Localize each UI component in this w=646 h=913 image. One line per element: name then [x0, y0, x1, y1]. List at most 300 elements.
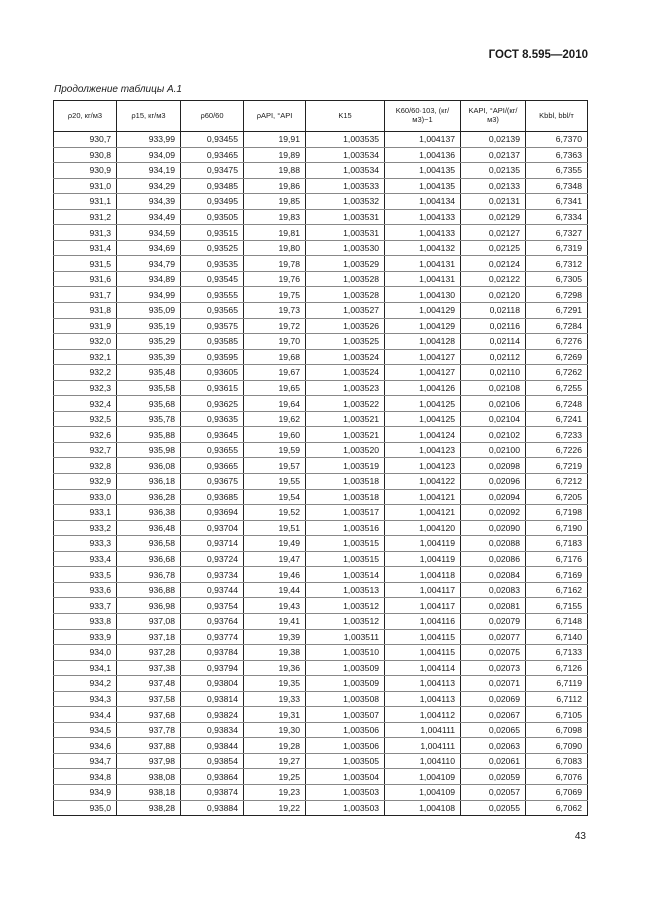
- table-cell: 937,98: [117, 753, 181, 769]
- table-cell: 0,02096: [461, 474, 526, 490]
- table-cell: 6,7183: [526, 536, 588, 552]
- table-row: [54, 380, 588, 396]
- table-cell: 6,7312: [526, 256, 588, 272]
- table-cell: 6,7226: [526, 442, 588, 458]
- table-cell: 1,003521: [306, 411, 385, 427]
- table-cell: 0,93565: [181, 303, 244, 319]
- table-cell: 932,0: [54, 334, 117, 350]
- table-cell: 6,7162: [526, 582, 588, 598]
- table-cell: 931,2: [54, 209, 117, 225]
- table-cell: 0,02114: [461, 334, 526, 350]
- table-cell: 6,7133: [526, 645, 588, 661]
- table-cell: 0,93615: [181, 380, 244, 396]
- table-cell: 6,7098: [526, 722, 588, 738]
- table-cell: 0,93844: [181, 738, 244, 754]
- table-cell: 0,02069: [461, 691, 526, 707]
- table-cell: 0,02084: [461, 567, 526, 583]
- header-cell: ρ15, кг/м3: [117, 101, 181, 132]
- table-cell: 19,55: [244, 474, 306, 490]
- table-cell: 0,93824: [181, 707, 244, 723]
- table-cell: 0,02075: [461, 645, 526, 661]
- table-cell: 0,02129: [461, 209, 526, 225]
- table-cell: 934,1: [54, 660, 117, 676]
- table-cell: 1,003512: [306, 613, 385, 629]
- table-cell: 938,28: [117, 800, 181, 816]
- table-row: [54, 489, 588, 505]
- table-cell: 19,91: [244, 132, 306, 148]
- table-cell: 0,93884: [181, 800, 244, 816]
- table-cell: 1,003509: [306, 660, 385, 676]
- table-cell: 0,93754: [181, 598, 244, 614]
- table-cell: 6,7148: [526, 613, 588, 629]
- table-cell: 19,27: [244, 753, 306, 769]
- table-cell: 0,93854: [181, 753, 244, 769]
- table-cell: 6,7298: [526, 287, 588, 303]
- table-cell: 1,004133: [385, 209, 461, 225]
- table-cell: 19,65: [244, 380, 306, 396]
- table-cell: 1,004117: [385, 582, 461, 598]
- table-cell: 931,6: [54, 271, 117, 287]
- table-cell: 0,02125: [461, 240, 526, 256]
- table-cell: 1,003524: [306, 349, 385, 365]
- table-row: [54, 474, 588, 490]
- table-cell: 937,38: [117, 660, 181, 676]
- table-cell: 1,003510: [306, 645, 385, 661]
- table-row: [54, 520, 588, 536]
- table-cell: 0,02127: [461, 225, 526, 241]
- table-cell: 0,02135: [461, 163, 526, 179]
- table-cell: 934,69: [117, 240, 181, 256]
- table-row: [54, 240, 588, 256]
- table-cell: 19,89: [244, 147, 306, 163]
- table-cell: 6,7126: [526, 660, 588, 676]
- table-cell: 19,70: [244, 334, 306, 350]
- table-cell: 931,5: [54, 256, 117, 272]
- table-cell: 0,02073: [461, 660, 526, 676]
- table-cell: 0,93724: [181, 551, 244, 567]
- table-row: [54, 427, 588, 443]
- table-cell: 1,003521: [306, 427, 385, 443]
- table-cell: 1,003518: [306, 474, 385, 490]
- table-cell: 1,004129: [385, 303, 461, 319]
- table-cell: 1,004122: [385, 474, 461, 490]
- table-cell: 6,7327: [526, 225, 588, 241]
- table-cell: 935,39: [117, 349, 181, 365]
- table-cell: 932,8: [54, 458, 117, 474]
- table-row: [54, 582, 588, 598]
- table-cell: 19,52: [244, 505, 306, 521]
- table-cell: 1,004127: [385, 365, 461, 381]
- table-cell: 0,02100: [461, 442, 526, 458]
- table-cell: 935,68: [117, 396, 181, 412]
- table-cell: 1,003518: [306, 489, 385, 505]
- table-cell: 1,003534: [306, 147, 385, 163]
- table-cell: 0,93774: [181, 629, 244, 645]
- table-cell: 6,7090: [526, 738, 588, 754]
- table-cell: 935,09: [117, 303, 181, 319]
- table-cell: 0,02102: [461, 427, 526, 443]
- table-cell: 933,9: [54, 629, 117, 645]
- header-cell: ρ20, кг/м3: [54, 101, 117, 132]
- table-row: [54, 271, 588, 287]
- table-cell: 19,44: [244, 582, 306, 598]
- table-cell: 934,49: [117, 209, 181, 225]
- table-cell: 0,02112: [461, 349, 526, 365]
- table-cell: 0,02067: [461, 707, 526, 723]
- table-cell: 19,31: [244, 707, 306, 723]
- table-cell: 1,003533: [306, 178, 385, 194]
- table-row: [54, 769, 588, 785]
- table-cell: 0,93625: [181, 396, 244, 412]
- table-cell: 1,004133: [385, 225, 461, 241]
- table-cell: 1,003531: [306, 209, 385, 225]
- table-cell: 19,22: [244, 800, 306, 816]
- table-cell: 934,9: [54, 784, 117, 800]
- table-cell: 1,004115: [385, 645, 461, 661]
- table-cell: 936,68: [117, 551, 181, 567]
- table-cell: 0,93864: [181, 769, 244, 785]
- table-row: [54, 349, 588, 365]
- table-row: [54, 753, 588, 769]
- table-cell: 935,58: [117, 380, 181, 396]
- table-cell: 1,003530: [306, 240, 385, 256]
- table-cell: 0,02116: [461, 318, 526, 334]
- table-cell: 6,7190: [526, 520, 588, 536]
- table-cell: 0,02131: [461, 194, 526, 210]
- table-cell: 19,80: [244, 240, 306, 256]
- table-cell: 0,93585: [181, 334, 244, 350]
- table-cell: 19,85: [244, 194, 306, 210]
- table-cell: 0,02098: [461, 458, 526, 474]
- table-cell: 0,93465: [181, 147, 244, 163]
- table-cell: 932,6: [54, 427, 117, 443]
- table-cell: 1,004112: [385, 707, 461, 723]
- table-cell: 937,88: [117, 738, 181, 754]
- header-cell: ρ60/60: [181, 101, 244, 132]
- table-cell: 937,48: [117, 676, 181, 692]
- table-cell: 6,7334: [526, 209, 588, 225]
- table-row: [54, 132, 588, 148]
- table-cell: 0,93685: [181, 489, 244, 505]
- table-cell: 1,004113: [385, 676, 461, 692]
- table-cell: 1,003507: [306, 707, 385, 723]
- table-cell: 0,02133: [461, 178, 526, 194]
- table-cell: 936,78: [117, 567, 181, 583]
- table-cell: 936,18: [117, 474, 181, 490]
- table-cell: 933,2: [54, 520, 117, 536]
- table-row: [54, 303, 588, 319]
- table-row: [54, 396, 588, 412]
- table-row: [54, 629, 588, 645]
- table-cell: 1,004121: [385, 505, 461, 521]
- table-cell: 0,02118: [461, 303, 526, 319]
- table-cell: 19,60: [244, 427, 306, 443]
- table-cell: 19,78: [244, 256, 306, 272]
- table-cell: 932,3: [54, 380, 117, 396]
- table-cell: 1,004113: [385, 691, 461, 707]
- table-cell: 936,48: [117, 520, 181, 536]
- table-row: [54, 147, 588, 163]
- table-cell: 0,02071: [461, 676, 526, 692]
- table-cell: 1,003519: [306, 458, 385, 474]
- table-cell: 1,004119: [385, 536, 461, 552]
- table-cell: 6,7155: [526, 598, 588, 614]
- table-cell: 0,93455: [181, 132, 244, 148]
- table-cell: 934,6: [54, 738, 117, 754]
- table-cell: 19,39: [244, 629, 306, 645]
- table-cell: 0,02090: [461, 520, 526, 536]
- table-cell: 0,02059: [461, 769, 526, 785]
- table-cell: 1,004131: [385, 256, 461, 272]
- table-cell: 6,7319: [526, 240, 588, 256]
- table-cell: 0,02061: [461, 753, 526, 769]
- table-cell: 0,93505: [181, 209, 244, 225]
- header-cell: KAPI, °API/(кг/м3): [461, 101, 526, 132]
- table-cell: 19,86: [244, 178, 306, 194]
- table-row: [54, 411, 588, 427]
- table-cell: 6,7255: [526, 380, 588, 396]
- table-cell: 19,72: [244, 318, 306, 334]
- table-cell: 0,93764: [181, 613, 244, 629]
- table-cell: 0,93595: [181, 349, 244, 365]
- table-cell: 19,36: [244, 660, 306, 676]
- table-cell: 0,02106: [461, 396, 526, 412]
- table-cell: 0,93545: [181, 271, 244, 287]
- table-cell: 1,004125: [385, 396, 461, 412]
- table-cell: 6,7062: [526, 800, 588, 816]
- table-cell: 933,4: [54, 551, 117, 567]
- table-cell: 933,8: [54, 613, 117, 629]
- table-cell: 1,004135: [385, 163, 461, 179]
- table-cell: 934,79: [117, 256, 181, 272]
- table-cell: 936,58: [117, 536, 181, 552]
- table-row: [54, 645, 588, 661]
- table-cell: 6,7370: [526, 132, 588, 148]
- table-cell: 932,2: [54, 365, 117, 381]
- table-cell: 19,76: [244, 271, 306, 287]
- table-row: [54, 256, 588, 272]
- table-header-row: [54, 101, 588, 132]
- table-cell: 934,4: [54, 707, 117, 723]
- table-cell: 934,2: [54, 676, 117, 692]
- table-cell: 6,7140: [526, 629, 588, 645]
- table-cell: 1,004111: [385, 722, 461, 738]
- table-cell: 1,004127: [385, 349, 461, 365]
- table-cell: 1,003528: [306, 271, 385, 287]
- table-cell: 1,003516: [306, 520, 385, 536]
- table-cell: 0,02081: [461, 598, 526, 614]
- table-row: [54, 334, 588, 350]
- table-cell: 935,88: [117, 427, 181, 443]
- table-cell: 1,004128: [385, 334, 461, 350]
- table-cell: 0,93734: [181, 567, 244, 583]
- table-cell: 1,003505: [306, 753, 385, 769]
- table-cell: 1,003506: [306, 738, 385, 754]
- table-cell: 1,003511: [306, 629, 385, 645]
- table-cell: 6,7069: [526, 784, 588, 800]
- table-cell: 0,93874: [181, 784, 244, 800]
- table-cell: 0,02108: [461, 380, 526, 396]
- table-cell: 1,004136: [385, 147, 461, 163]
- table-cell: 1,004123: [385, 442, 461, 458]
- table-cell: 931,8: [54, 303, 117, 319]
- table-cell: 0,93694: [181, 505, 244, 521]
- table-cell: 930,7: [54, 132, 117, 148]
- table-row: [54, 676, 588, 692]
- table-cell: 1,004135: [385, 178, 461, 194]
- table-row: [54, 442, 588, 458]
- table-cell: 0,93675: [181, 474, 244, 490]
- table-cell: 6,7269: [526, 349, 588, 365]
- table-cell: 19,49: [244, 536, 306, 552]
- table-cell: 0,02063: [461, 738, 526, 754]
- table-cell: 1,004111: [385, 738, 461, 754]
- table-cell: 934,89: [117, 271, 181, 287]
- table-cell: 0,93555: [181, 287, 244, 303]
- table-row: [54, 163, 588, 179]
- header-cell: Kbbl, bbl/т: [526, 101, 588, 132]
- table-cell: 1,004114: [385, 660, 461, 676]
- table-cell: 0,93744: [181, 582, 244, 598]
- table-cell: 935,98: [117, 442, 181, 458]
- table-cell: 0,93804: [181, 676, 244, 692]
- table-cell: 933,6: [54, 582, 117, 598]
- table-cell: 1,004137: [385, 132, 461, 148]
- table-cell: 936,88: [117, 582, 181, 598]
- table-cell: 19,30: [244, 722, 306, 738]
- table-cell: 1,003504: [306, 769, 385, 785]
- table-body: [54, 132, 588, 816]
- table-cell: 937,78: [117, 722, 181, 738]
- table-cell: 19,68: [244, 349, 306, 365]
- table-cell: 19,64: [244, 396, 306, 412]
- table-cell: 0,93814: [181, 691, 244, 707]
- table-cell: 0,93475: [181, 163, 244, 179]
- table-cell: 1,003512: [306, 598, 385, 614]
- table-cell: 0,93704: [181, 520, 244, 536]
- table-cell: 932,4: [54, 396, 117, 412]
- table-row: [54, 505, 588, 521]
- table-cell: 19,47: [244, 551, 306, 567]
- table-cell: 19,23: [244, 784, 306, 800]
- table-cell: 935,0: [54, 800, 117, 816]
- table-row: [54, 691, 588, 707]
- table-cell: 0,93575: [181, 318, 244, 334]
- table-cell: 936,98: [117, 598, 181, 614]
- table-row: [54, 178, 588, 194]
- table-row: [54, 722, 588, 738]
- table-cell: 6,7276: [526, 334, 588, 350]
- table-cell: 934,39: [117, 194, 181, 210]
- table-cell: 934,19: [117, 163, 181, 179]
- table-cell: 6,7305: [526, 271, 588, 287]
- table-cell: 6,7291: [526, 303, 588, 319]
- table-cell: 1,004108: [385, 800, 461, 816]
- table-cell: 933,1: [54, 505, 117, 521]
- table-cell: 1,003528: [306, 287, 385, 303]
- table-cell: 931,7: [54, 287, 117, 303]
- table-cell: 0,93495: [181, 194, 244, 210]
- table-row: [54, 598, 588, 614]
- table-cell: 930,8: [54, 147, 117, 163]
- table-cell: 1,003526: [306, 318, 385, 334]
- table-cell: 0,02086: [461, 551, 526, 567]
- table-cell: 1,004109: [385, 784, 461, 800]
- table-cell: 935,78: [117, 411, 181, 427]
- table-cell: 0,93655: [181, 442, 244, 458]
- table-cell: 931,9: [54, 318, 117, 334]
- table-cell: 1,003515: [306, 551, 385, 567]
- table-cell: 1,003525: [306, 334, 385, 350]
- table-row: [54, 707, 588, 723]
- table-cell: 0,02094: [461, 489, 526, 505]
- table-cell: 937,68: [117, 707, 181, 723]
- table-cell: 934,7: [54, 753, 117, 769]
- table-cell: 937,18: [117, 629, 181, 645]
- table-cell: 0,02137: [461, 147, 526, 163]
- document-code: ГОСТ 8.595—2010: [488, 49, 588, 61]
- table-cell: 1,003527: [306, 303, 385, 319]
- table-cell: 0,02110: [461, 365, 526, 381]
- table-cell: 1,004118: [385, 567, 461, 583]
- table-cell: 1,004109: [385, 769, 461, 785]
- table-cell: 6,7083: [526, 753, 588, 769]
- table-cell: 933,5: [54, 567, 117, 583]
- table-cell: 19,73: [244, 303, 306, 319]
- table-cell: 0,93665: [181, 458, 244, 474]
- table-cell: 19,75: [244, 287, 306, 303]
- table-cell: 19,57: [244, 458, 306, 474]
- table-cell: 0,02124: [461, 256, 526, 272]
- table-cell: 6,7348: [526, 178, 588, 194]
- table-cell: 1,004115: [385, 629, 461, 645]
- table-cell: 19,54: [244, 489, 306, 505]
- table-cell: 936,08: [117, 458, 181, 474]
- table-row: [54, 567, 588, 583]
- table-cell: 6,7355: [526, 163, 588, 179]
- table-cell: 19,88: [244, 163, 306, 179]
- table-cell: 1,003515: [306, 536, 385, 552]
- page-number: 43: [574, 831, 586, 842]
- table-cell: 6,7284: [526, 318, 588, 334]
- table-cell: 1,004116: [385, 613, 461, 629]
- table-cell: 1,004134: [385, 194, 461, 210]
- table-row: [54, 318, 588, 334]
- table-cell: 0,93635: [181, 411, 244, 427]
- table-row: [54, 458, 588, 474]
- table-cell: 1,003506: [306, 722, 385, 738]
- table-cell: 1,003517: [306, 505, 385, 521]
- table-cell: 6,7105: [526, 707, 588, 723]
- table-cell: 937,28: [117, 645, 181, 661]
- table-cell: 1,003529: [306, 256, 385, 272]
- table-cell: 6,7176: [526, 551, 588, 567]
- table-cell: 933,0: [54, 489, 117, 505]
- table-cell: 6,7112: [526, 691, 588, 707]
- table-cell: 19,46: [244, 567, 306, 583]
- table-cell: 935,29: [117, 334, 181, 350]
- table-cell: 6,7233: [526, 427, 588, 443]
- table-row: [54, 551, 588, 567]
- table-cell: 1,003522: [306, 396, 385, 412]
- table-cell: 19,67: [244, 365, 306, 381]
- table-cell: 933,99: [117, 132, 181, 148]
- table-row: [54, 536, 588, 552]
- table-cell: 1,003520: [306, 442, 385, 458]
- table-cell: 0,93784: [181, 645, 244, 661]
- table-cell: 931,3: [54, 225, 117, 241]
- table-row: [54, 613, 588, 629]
